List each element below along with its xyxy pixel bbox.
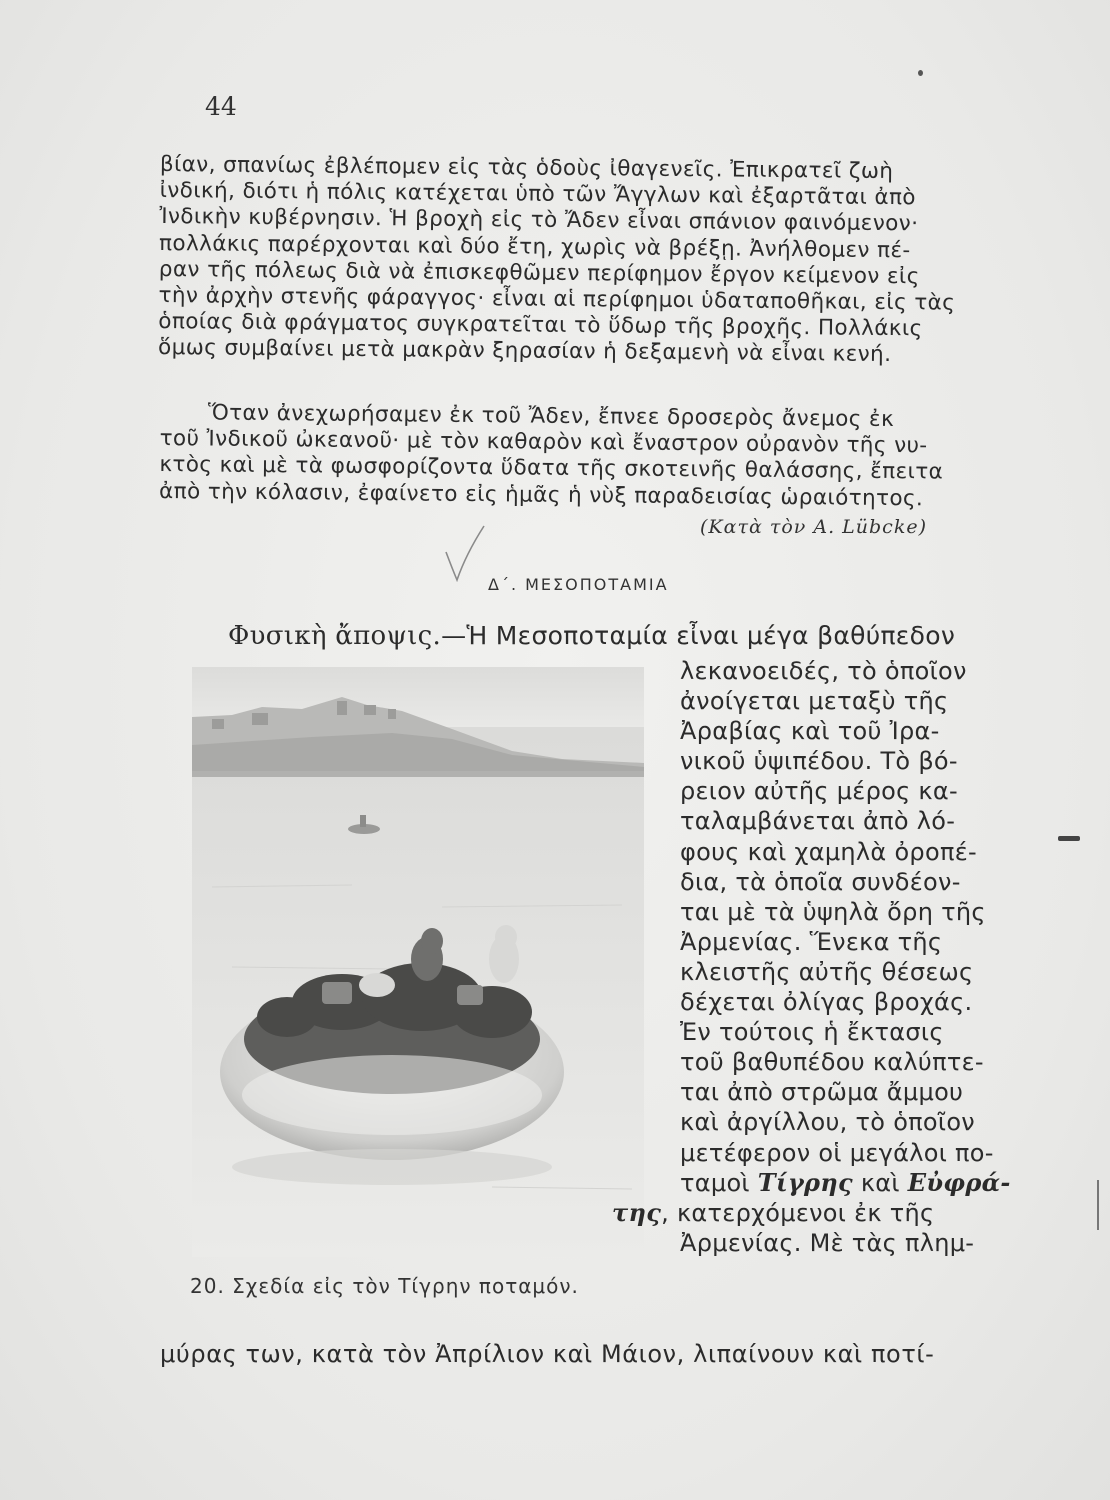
margin-mark [1058, 836, 1080, 841]
text-line: ταλαμβάνεται ἀπὸ λό- [680, 807, 956, 836]
edge-mark [1097, 1180, 1099, 1230]
text-line: ἰνδική, διότι ἡ πόλις κατέχεται ὑπὸ τῶν Ἄγγλων καὶ ἐξαρτᾶται ἀπὸ [159, 178, 917, 211]
river-name-euphrates-end: της [612, 1197, 662, 1227]
text-line: μετέφερον οἱ μεγάλοι πο- [680, 1138, 994, 1167]
text-line: Ὅταν ἀνεχωρήσαμεν ἐκ τοῦ Ἄδεν, ἔπνεε δροσερὸς ἄνεμος ἐκ [207, 400, 895, 433]
paragraph-aden [158, 152, 1012, 370]
text-line: φους καὶ χαμηλὰ ὀροπέ- [680, 837, 977, 866]
text-line: Ἰνδικὴν κυβέρνησιν. Ἡ βροχὴ εἰς τὸ Ἄδεν εἶναι σπάνιον φαινόμενον· [159, 204, 919, 237]
text-fragment: , κατερχόμενοι ἐκ τῆς [661, 1198, 935, 1227]
text-line: πολλάκις παρέρχονται καὶ δύο ἔτη, χωρὶς νὰ βρέξῃ. Ἀνήλθομεν πέ- [159, 230, 911, 263]
text-line: τοῦ βαθυπέδου καλύπτε- [680, 1048, 984, 1077]
photo-illustration [192, 667, 644, 1257]
source-attribution: (Κατὰ τὸν Α. Lübcke) [700, 516, 927, 538]
text-line: λεκανοειδές, τὸ ὁποῖον [680, 657, 967, 685]
text-line: βίαν, σπανίως ἐβλέπομεν εἰς τὰς ὁδοὺς ἰθαγενεῖς. Ἐπικρατεῖ ζωὴ [159, 152, 894, 185]
text-line: δέχεται ὀλίγας βροχάς. [680, 988, 973, 1017]
text-line: κτὸς καὶ μὲ τὰ φωσφορίζοντα ὕδατα τῆς σκοτεινῆς θαλάσσης, ἔπειτα [159, 452, 944, 485]
text-line: Ἀραβίας καὶ τοῦ Ἰρα- [680, 717, 940, 746]
run-in-title: Φυσικὴ ἄποψις. [228, 621, 442, 651]
text-line [612, 1198, 1000, 1228]
final-text-line: μύρας των, κατὰ τὸν Ἀπρίλιον καὶ Μάιον, λιπαίνουν καὶ ποτί- [160, 1340, 935, 1368]
figure-caption: 20. Σχεδία εἰς τὸν Τίγρην ποταμόν. [190, 1274, 579, 1298]
paragraph-departure [159, 400, 1012, 513]
section-first-line [228, 621, 1008, 651]
print-speck [918, 70, 923, 76]
text-line: τὴν ἀρχὴν στενῆς φάραγγος· εἶναι αἱ περίφημοι ὑδαταποθῆκαι, εἰς τὰς [158, 283, 956, 316]
text-line: ται μὲ τὰ ὑψηλὰ ὄρη τῆς [680, 897, 986, 926]
mesopotamia-text-column [612, 656, 1011, 1258]
text-line: κλειστῆς αὐτῆς θέσεως [680, 957, 974, 986]
pencil-checkmark-icon [440, 522, 490, 582]
text-line: ραν τῆς πόλεως διὰ νὰ ἐπισκεφθῶμεν περίφημον ἔργον κείμενον εἰς [158, 256, 920, 290]
text-fragment: ταμοὶ [680, 1168, 758, 1197]
text-line: ἀνοίγεται μεταξὺ τῆς [680, 687, 949, 716]
text-line: δια, τὰ ὁποῖα συνδέον- [680, 867, 961, 896]
page-number: 44 [205, 92, 237, 121]
text-line: ται ἀπὸ στρῶμα ἄμμου [680, 1078, 964, 1107]
text-line: ρειον αὐτῆς μέρος κα- [680, 777, 958, 806]
text-line: τοῦ Ἰνδικοῦ ὠκεανοῦ· μὲ τὸν καθαρὸν καὶ ἔναστρον οὐρανὸν τῆς νυ- [159, 426, 928, 459]
section-heading: Δ΄. ΜΕΣΟΠΟΤΑΜΙΑ [488, 575, 669, 594]
text-line: καὶ ἀργίλλου, τὸ ὁποῖον [680, 1108, 976, 1137]
text-line: ὁποίας διὰ φράγματος συγκρατεῖται τὸ ὕδωρ τῆς βροχῆς. Πολλάκις [158, 309, 923, 342]
text-line: Ἀρμενίας. Ἕνεκα τῆς [680, 927, 943, 956]
river-name-euphrates: Εὐφρά- [907, 1167, 1011, 1197]
text-line: ὅμως συμβαίνει μετὰ μακρὰν ξηρασίαν ἡ δεξαμενὴ νὰ εἶναι κενή. [157, 335, 892, 368]
text-fragment: καὶ [852, 1168, 908, 1197]
text-line: νικοῦ ὑψιπέδου. Τὸ βό- [680, 747, 958, 776]
raft-photo [192, 667, 644, 1257]
text-line: Ἐν τούτοις ἡ ἔκτασις [680, 1018, 944, 1047]
river-name-tigris: Τίγρης [757, 1167, 853, 1197]
text-line-rivers [680, 1167, 1011, 1198]
text-line: ἀπὸ τὴν κόλασιν, ἐφαίνετο εἰς ἡμᾶς ἡ νὺξ παραδεισίας ὡραιότητος. [159, 478, 924, 511]
section-first-line-text: —Ἡ Μεσοποταμία εἶναι μέγα βαθύπεδον [441, 621, 956, 650]
text-line: Ἀρμενίας. Μὲ τὰς πλημ- [680, 1228, 975, 1257]
